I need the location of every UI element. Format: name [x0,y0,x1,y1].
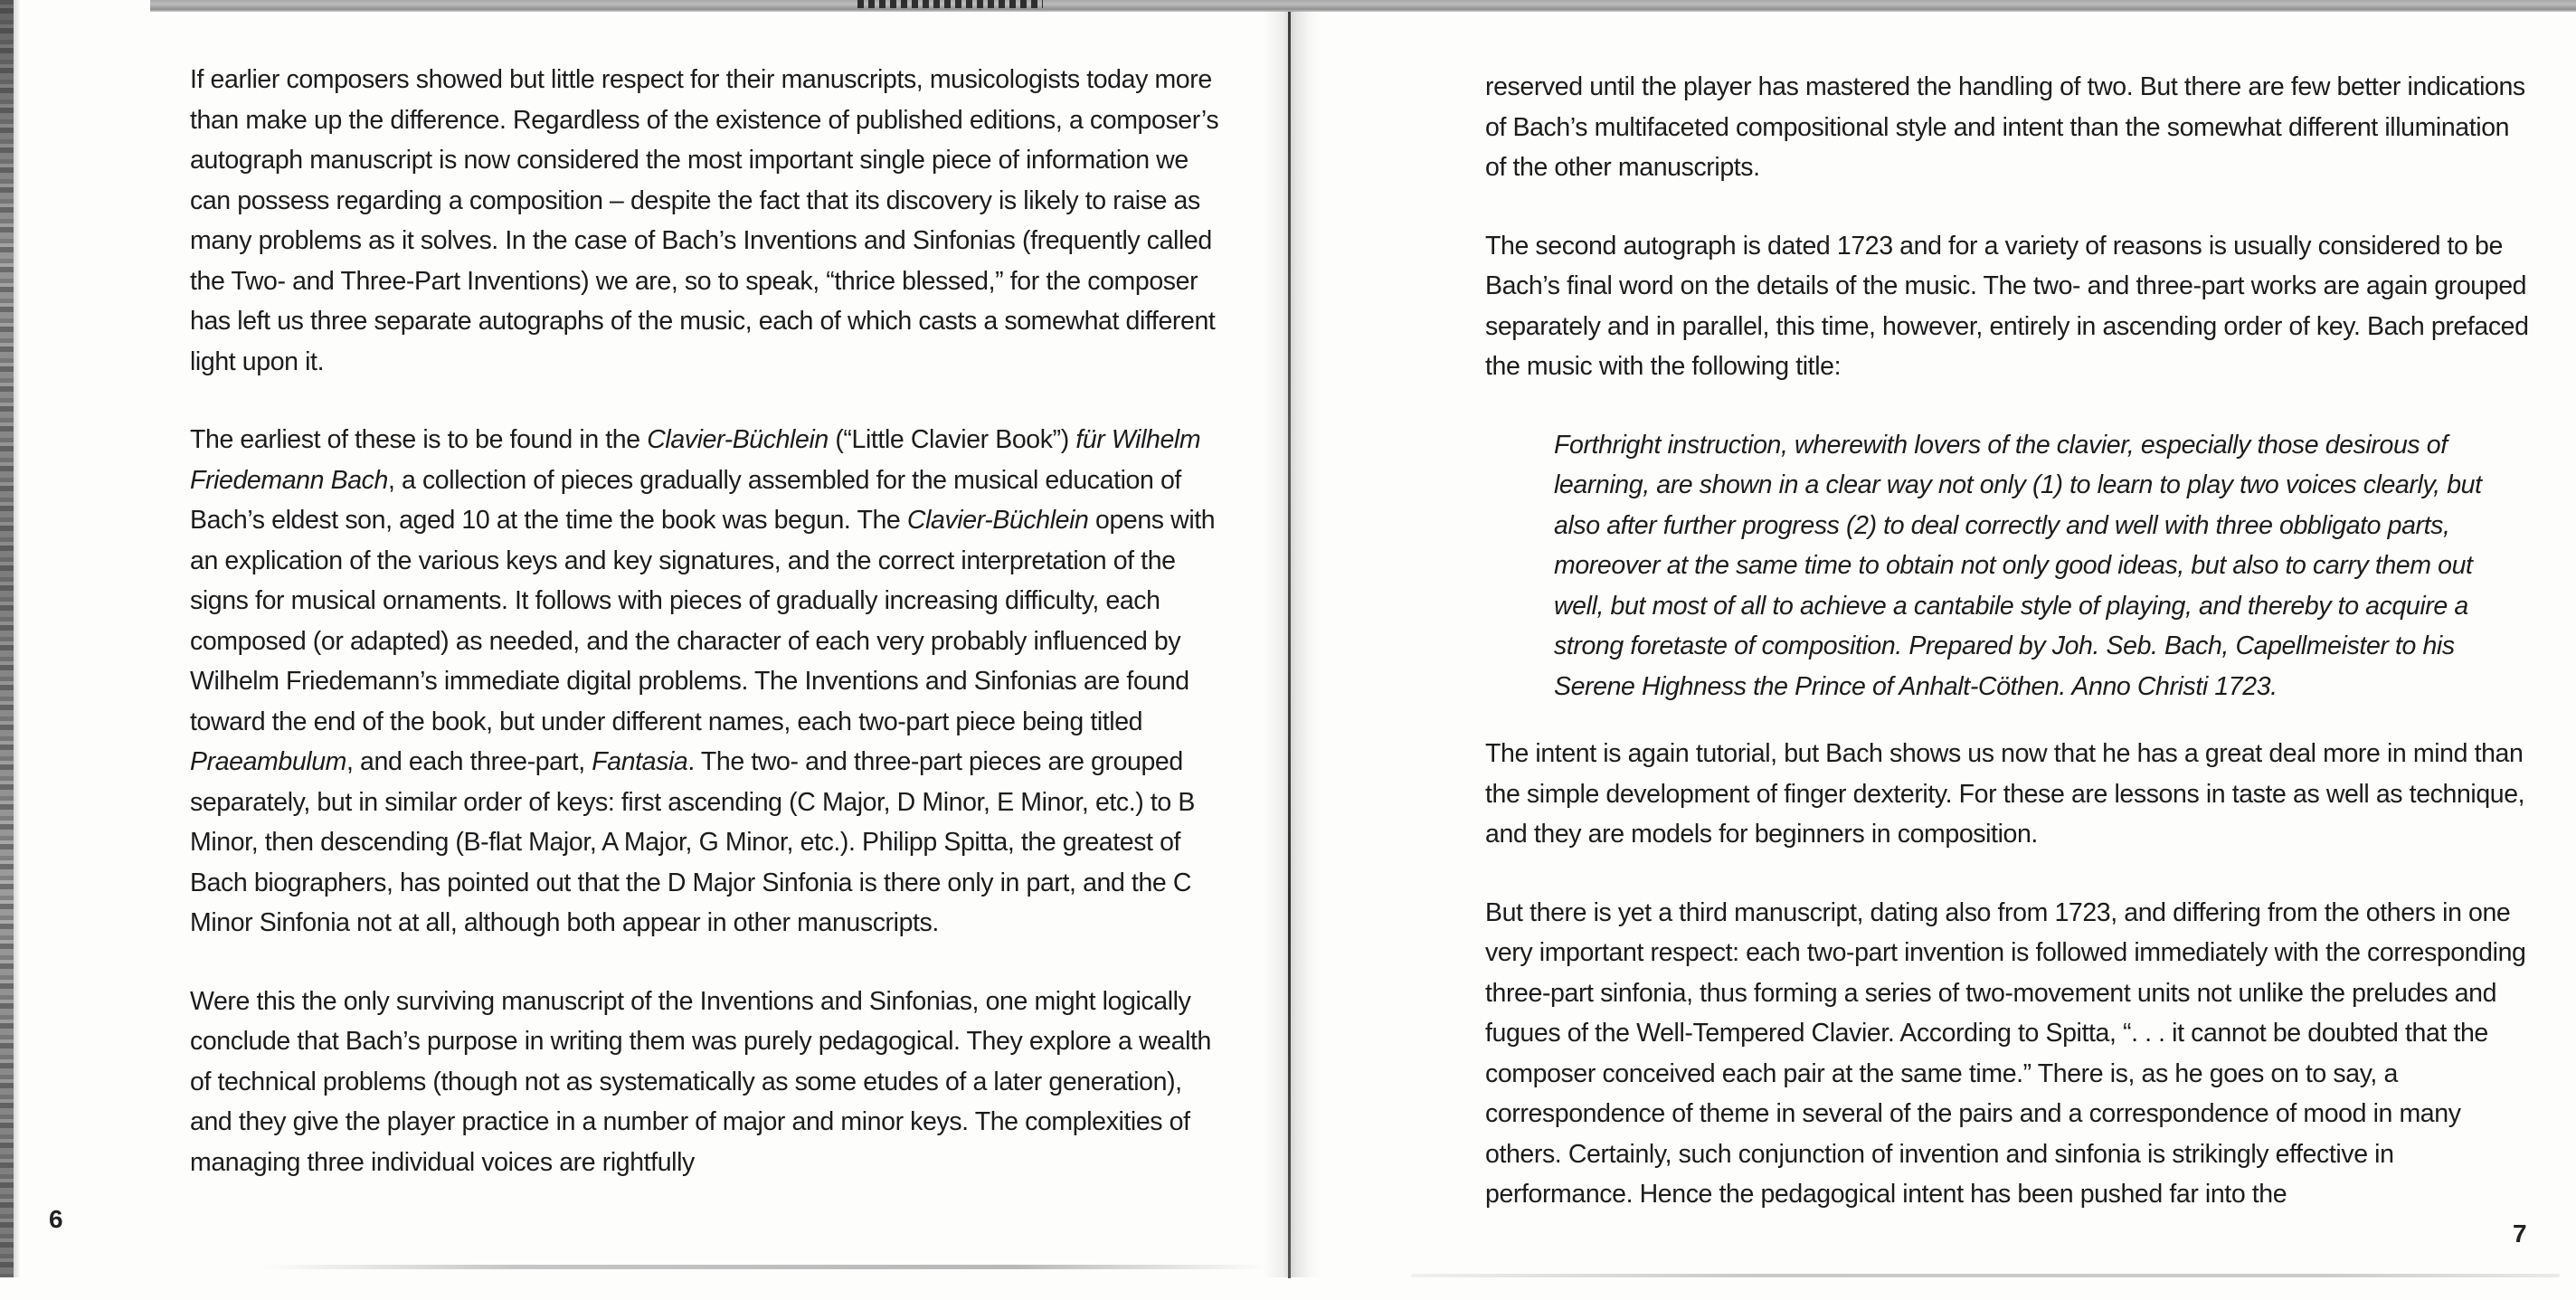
paragraph [1485,734,2534,855]
binding-edge-gap [14,0,23,1277]
paragraph [1485,67,2534,188]
italic-text-run: Forthright instruction, wherewith lovers of the clavier, especially those desirous of learning, are shown in a clear way not only (1) to learn to play two voices clearly, but also after further progress (2) to deal correctly and well with three obbligato parts, moreover at the same time to obtain not only good ideas, but also to carry them out well, but most of all to achieve a cantabile style of playing, and thereby to acquire a strong foretaste of composition. Prepared by Joh. Seb. Bach, Capellmeister to his Serene Highness the Prince of Anhalt-Cöthen. Anno Christi 1723. [1554,430,2482,701]
gutter-line [1288,12,1291,1278]
paragraph [190,60,1230,382]
text-run: opens with an explication of the various keys and key signatures, and the correct interpretation of the signs for musical ornaments. It follows with pieces of gradually increasing difficulty, each composed (or adapted) as needed, and the character of each very probably influenced by Wilhelm Friedemann’s immediate digital problems. The Inventions and Sinfonias are found toward the end of the book, but under different names, each two-part piece being titled [190,506,1216,736]
top-edge-dark-marks [857,0,1043,8]
paragraph [190,982,1230,1183]
text-run: But there is yet a third manuscript, dating also from 1723, and differing from the others in one very important respect: each two-part invention is followed immediately with the corresponding three-part sinfonia, thus forming a series of two-movement units not unlike the preludes and fugues of the Well-Tempered Clavier. According to Spitta, “. . . it cannot be doubted that the composer conceived each pair at the same time.” There is, as he goes on to say, a correspondence of theme in several of the pairs and a correspondence of mood in many others. Certainly, such conjunction of invention and sinfonia is strikingly effective in performance. Hence the pedagogical intent has been pushed far into the [1485,897,2526,1209]
text-run: The earliest of these is to be found in the [190,425,648,454]
paragraph [1485,893,2534,1215]
right-page-text-column [1485,67,2534,1253]
page-number-right: 7 [2513,1219,2527,1248]
binding-edge [0,0,14,1277]
text-run: (“Little Clavier Book”) [828,425,1076,454]
paragraph [190,420,1230,944]
italic-text-run: Praeambulum [190,747,347,776]
block-quote [1554,425,2484,707]
text-run: , a collection of pieces gradually assembled for the musical education of Bach’s eldest son, aged 10 at the time the book was begun. The [190,465,1181,535]
right-page-bottom-edge [1411,1274,2560,1277]
text-run: The second autograph is dated 1723 and for a variety of reasons is usually considered to be Bach’s final word on the details of the music. The two- and three-part works are again grouped separately and in parallel, this time, however, entirely in ascending order of key. Bach prefaced the music with the following title: [1485,231,2529,381]
paragraph [1485,226,2534,387]
left-page-text-column [190,60,1230,1220]
text-run: reserved until the player has mastered the handling of two. But there are few better indications of Bach’s multifaceted compositional style and intent than the somewhat different illumination of the other manuscripts. [1485,72,2525,182]
text-run: . The two- and three-part pieces are grouped separately, but in similar order of keys: first ascending (C Major, D Minor, E Minor, etc.) to B Minor, then descending (B-flat Major, A Major, G Minor, etc.). Philipp Spitta, the greatest of Bach biographers, has pointed out that the D Major Sinfonia is there only in part, and the C Minor Sinfonia not at all, although both appear in other manuscripts. [190,747,1195,937]
text-run: The intent is again tutorial, but Bach shows us now that he has a great deal more in mind than the simple development of finger dexterity. For these are lessons in taste as well as technique, and they are models for beginners in composition. [1485,739,2525,849]
gutter-shadow [1263,11,1321,1277]
italic-text-run: Fantasia [592,747,688,776]
text-run: Were this the only surviving manuscript of the Inventions and Sinfonias, one might logically conclude that Bach’s purpose in writing them was purely pedagogical. They explore a wealth of technical problems (though not as systematically as some etudes of a later generation), and they give the player practice in a number of major and minor keys. The complexities of managing three individual voices are rightfully [190,986,1211,1177]
top-page-edge [150,0,2576,12]
page-number-left: 6 [49,1205,63,1233]
italic-text-run: für Wilhelm Friedemann Bach [190,425,1201,495]
text-run: , and each three-part, [346,747,592,776]
italic-text-run: Clavier-Büchlein [906,506,1089,535]
left-page-bottom-edge [262,1265,1266,1269]
text-run: If earlier composers showed but little respect for their manuscripts, musicologists today more than make up the difference. Regardless of the existence of published editions, a composer’s autograph manuscript is now considered the most important single piece of information we can possess regarding a composition – despite the fact that its discovery is likely to raise as many problems as it solves. In the case of Bach’s Inventions and Sinfonias (frequently called the Two- and Three-Part Inventions) we are, so to speak, “thrice blessed,” for the composer has left us three separate autographs of the music, each of which casts a somewhat different light upon it. [190,65,1219,376]
italic-text-run: Clavier-Büchlein [647,425,829,454]
